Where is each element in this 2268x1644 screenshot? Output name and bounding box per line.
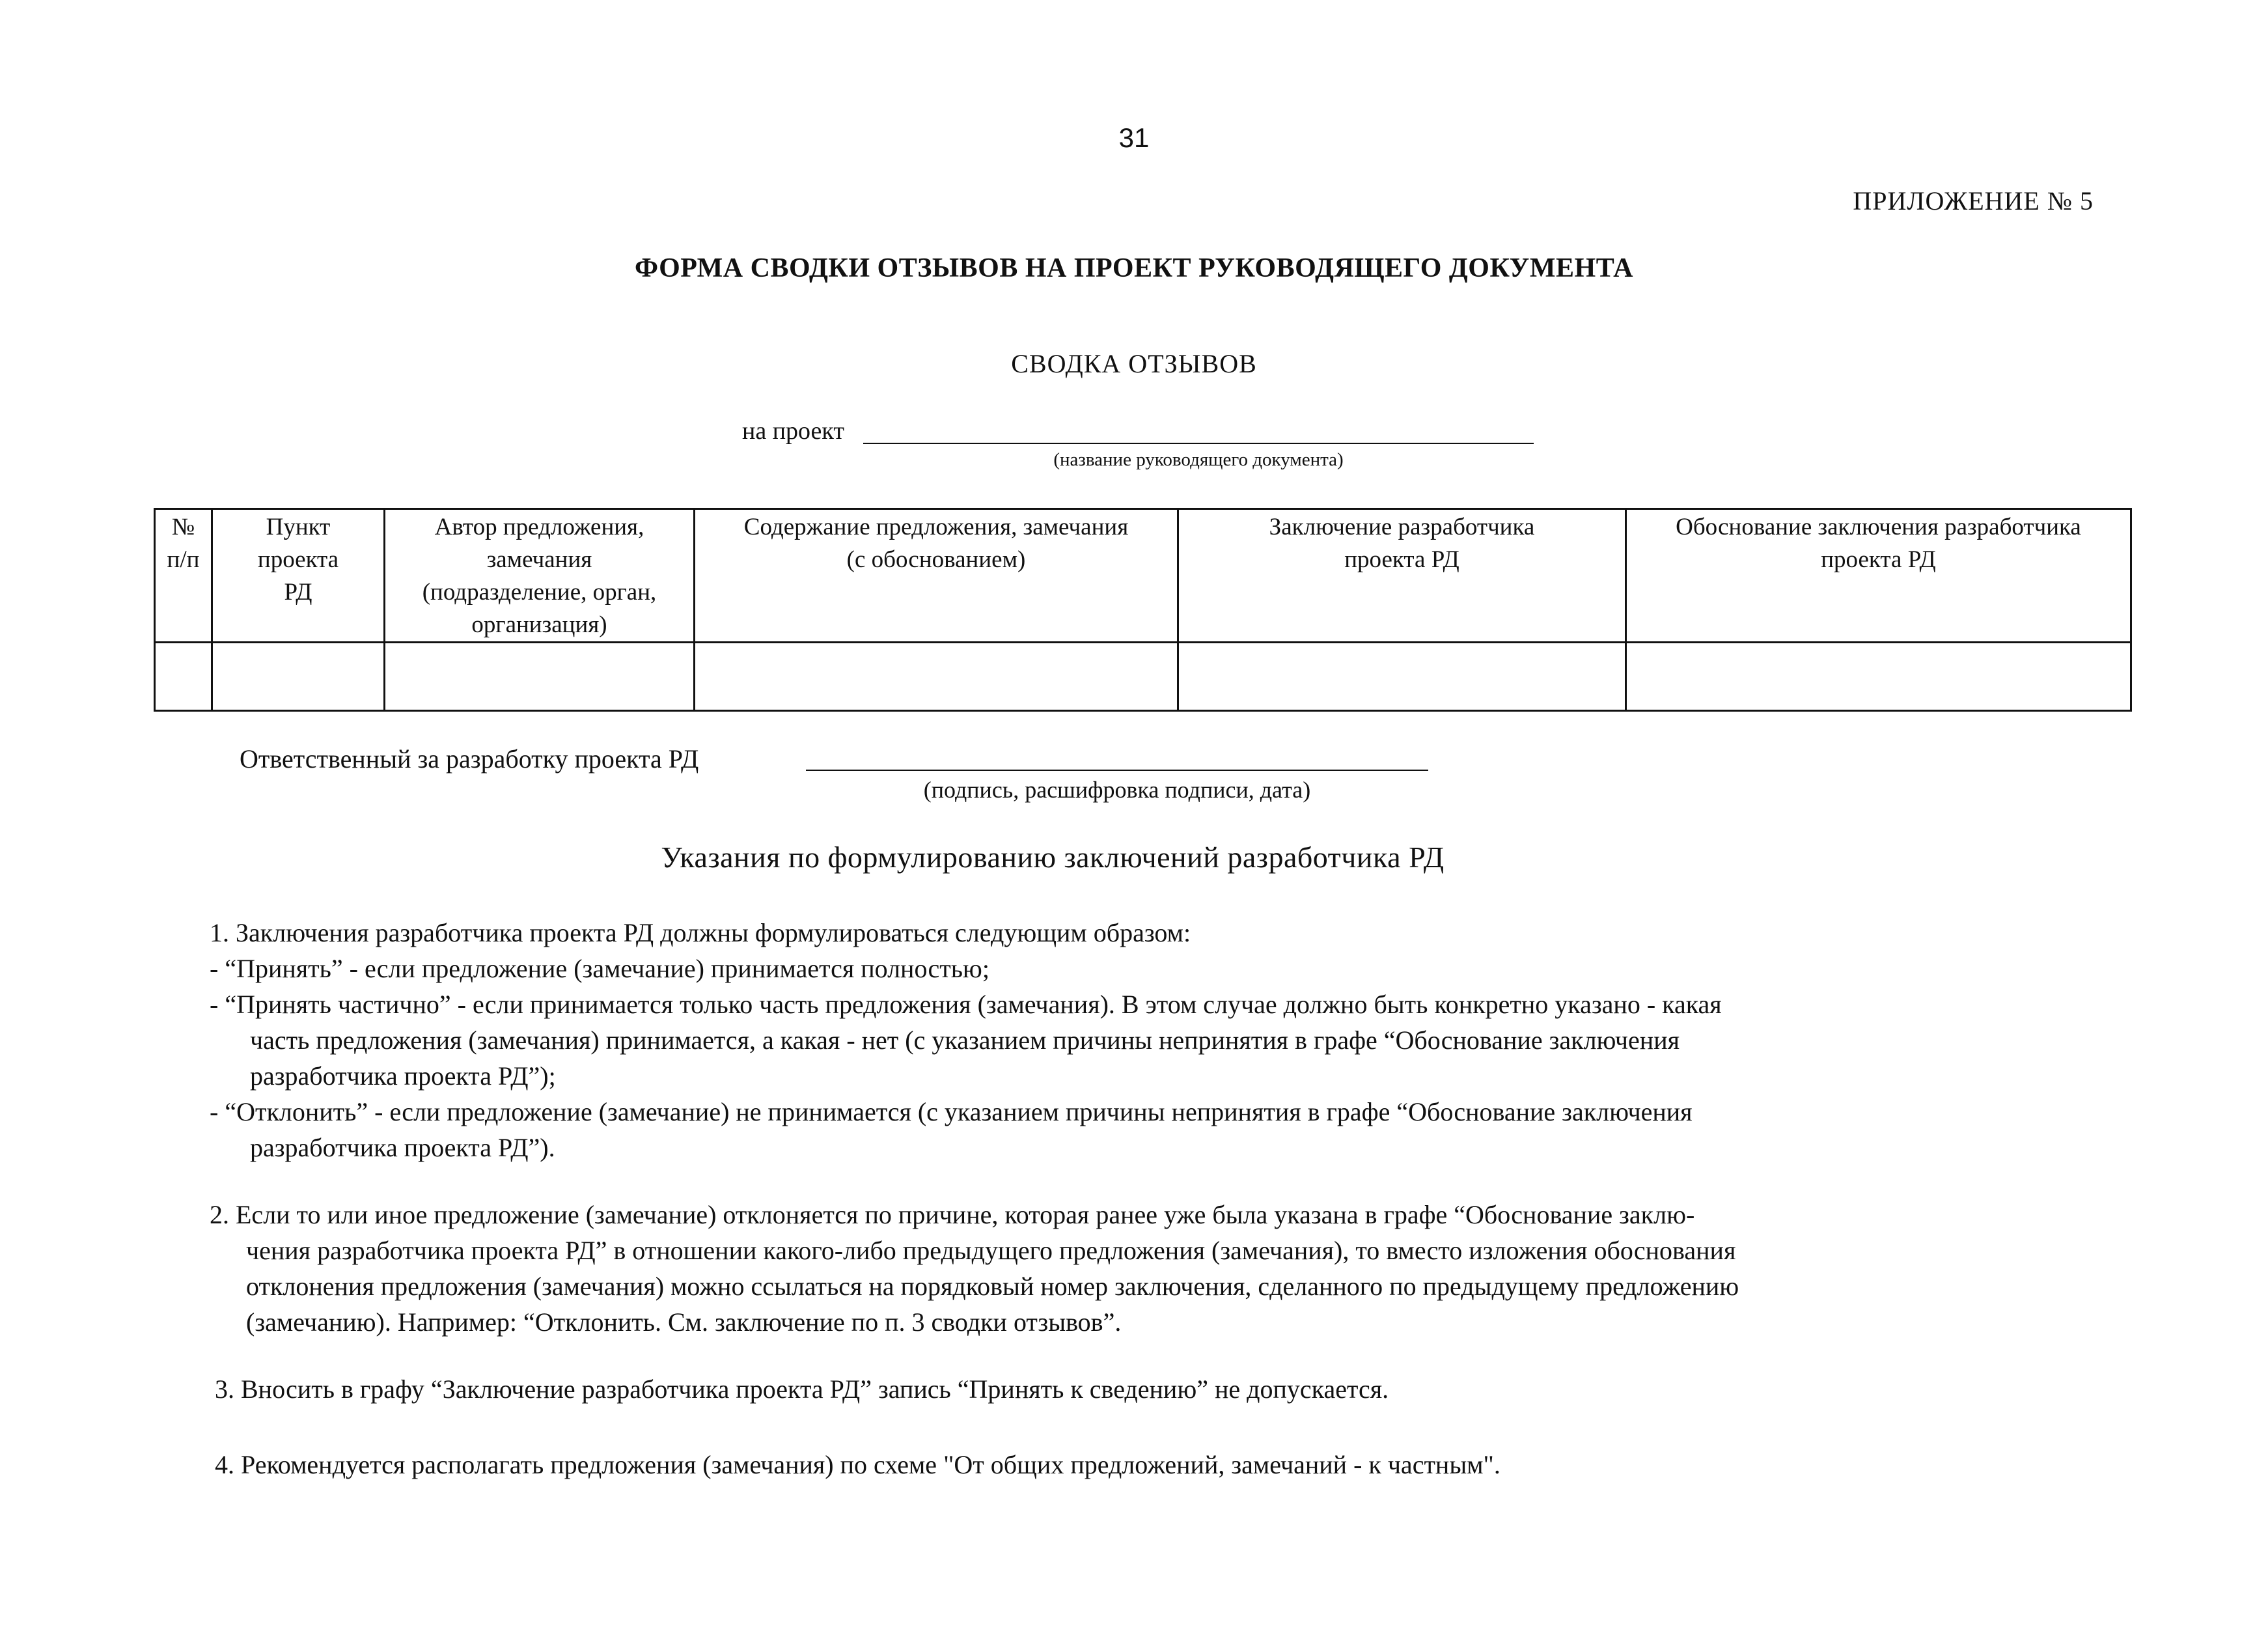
- header-conclusion-rationale: Обоснование заключения разработчика проекта РД: [1626, 509, 2131, 643]
- instructions-heading: Указания по формулированию заключений разработчика РД: [661, 841, 1445, 874]
- project-name-caption: (название руководящего документа): [1053, 449, 1344, 470]
- header-project-clause: Пункт проекта РД: [212, 509, 385, 643]
- instruction-line: 1. Заключения разработчика проекта РД должны формулироваться следующим образом:: [210, 918, 1191, 947]
- table-cell: [1626, 643, 2131, 711]
- appendix-label: ПРИЛОЖЕНИЕ № 5: [1853, 186, 2094, 216]
- table-cell: [1178, 643, 1626, 711]
- form-title: ФОРМА СВОДКИ ОТЗЫВОВ НА ПРОЕКТ РУКОВОДЯЩЕГО ДОКУМЕНТА: [635, 253, 1633, 283]
- review-summary-table: [154, 508, 2132, 712]
- project-name-line: [863, 443, 1534, 444]
- header-author: Автор предложения, замечания (подразделение, орган, организация): [385, 509, 695, 643]
- header-developer-conclusion: Заключение разработчика проекта РД: [1178, 509, 1626, 643]
- table-header-row: [155, 509, 2131, 643]
- table-row: [155, 643, 2131, 711]
- instruction-line: - “Принять” - если предложение (замечание) принимается полностью;: [210, 954, 989, 983]
- header-number: № п/п: [155, 509, 212, 643]
- signature-line: [806, 770, 1428, 771]
- instruction-line: чения разработчика проекта РД” в отношении какого-либо предыдущего предложения (замечания), то вместо изложения обоснования: [246, 1236, 1736, 1265]
- instruction-line: - “Принять частично” - если принимается только часть предложения (замечания). В этом случае должно быть конкретно указано - какая: [210, 990, 1722, 1019]
- table-cell: [385, 643, 695, 711]
- project-label: на проект: [742, 417, 844, 445]
- signature-caption: (подпись, расшифровка подписи, дата): [923, 777, 1311, 803]
- instruction-line: разработчика проекта РД”);: [250, 1061, 556, 1091]
- instruction-line: 4. Рекомендуется располагать предложения (замечания) по схеме "От общих предложений, замечаний - к частным".: [215, 1450, 1500, 1479]
- instruction-line: разработчика проекта РД”).: [250, 1133, 555, 1162]
- table-cell: [695, 643, 1178, 711]
- instruction-line: 3. Вносить в графу “Заключение разработчика проекта РД” запись “Принять к сведению” не допускается.: [215, 1374, 1389, 1404]
- instruction-line: - “Отклонить” - если предложение (замечание) не принимается (с указанием причины непринятия в графе “Обоснование заключения: [210, 1097, 1693, 1126]
- instruction-line: (замечанию). Например: “Отклонить. См. заключение по п. 3 сводки отзывов”.: [246, 1307, 1122, 1337]
- summary-title: СВОДКА ОТЗЫВОВ: [1011, 349, 1257, 378]
- table-cell: [155, 643, 212, 711]
- instruction-line: часть предложения (замечания) принимается, а какая - нет (с указанием причины непринятия в графе “Обоснование заключения: [250, 1025, 1680, 1055]
- responsible-label: Ответственный за разработку проекта РД: [240, 744, 699, 773]
- header-content: Содержание предложения, замечания (с обоснованием): [695, 509, 1178, 643]
- page-number: 31: [1118, 122, 1150, 153]
- instruction-line: 2. Если то или иное предложение (замечание) отклоняется по причине, которая ранее уже была указана в графе “Обоснование заклю-: [210, 1200, 1695, 1229]
- table-cell: [212, 643, 385, 711]
- instruction-line: отклонения предложения (замечания) можно ссылаться на порядковый номер заключения, сделанного по предыдущему предложению: [246, 1272, 1739, 1301]
